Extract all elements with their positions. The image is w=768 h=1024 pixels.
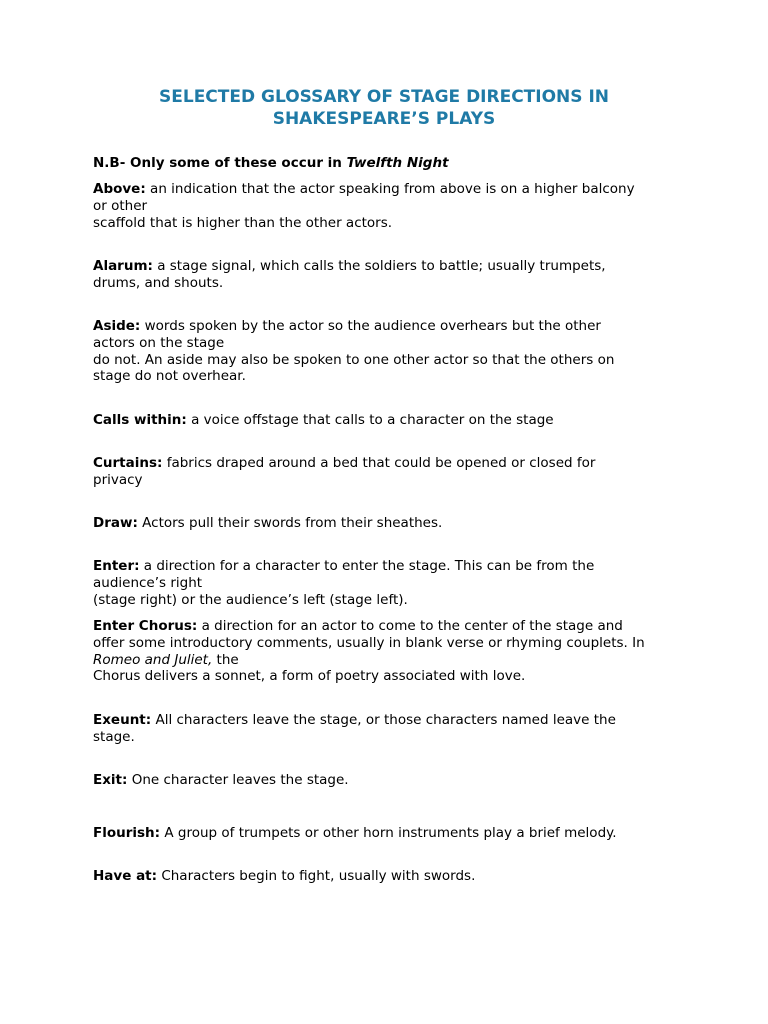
definition-line: A group of trumpets or other horn instruments play a brief melody.	[160, 825, 617, 841]
definition-line: actors on the stage	[93, 334, 225, 351]
definition-line: do not. An aside may also be spoken to one other actor so that the others on	[93, 351, 615, 368]
glossary-entry-curtains	[93, 455, 683, 489]
definition-line: offer some introductory comments, usually in blank verse or rhyming couplets. In	[93, 634, 645, 651]
term: Alarum:	[93, 258, 153, 274]
term: Exit:	[93, 772, 128, 788]
note-prefix: N.B- Only some of these occur in	[93, 155, 347, 171]
note	[93, 155, 683, 172]
term: Draw:	[93, 515, 138, 531]
term: Curtains:	[93, 455, 163, 471]
definition-line: scaffold that is higher than the other actors.	[93, 214, 393, 231]
glossary-entry-calls-within	[93, 412, 683, 429]
play-title: Romeo and Juliet,	[93, 651, 213, 668]
title-line-2: SHAKESPEARE’S PLAYS	[272, 109, 496, 129]
term: Above:	[93, 181, 146, 197]
term: Flourish:	[93, 825, 161, 841]
glossary-entry-exeunt	[93, 712, 683, 746]
note-play: Twelfth Night	[346, 155, 449, 171]
definition-line: Actors pull their swords from their sheathes.	[137, 515, 443, 531]
glossary-entry-enter	[93, 558, 683, 608]
definition-line: One character leaves the stage.	[127, 772, 349, 788]
definition-line: a stage signal, which calls the soldiers to battle; usually trumpets,	[152, 258, 606, 274]
definition-line: words spoken by the actor so the audience overhears but the other	[140, 318, 601, 334]
glossary-entry-flourish	[93, 825, 683, 842]
glossary-entry-above	[93, 181, 683, 231]
definition-line: fabrics draped around a bed that could be opened or closed for	[162, 455, 596, 471]
glossary-entry-draw	[93, 515, 683, 532]
term: Aside:	[93, 318, 141, 334]
definition-line: (stage right) or the audience’s left (stage left).	[93, 591, 408, 608]
definition-line: Chorus delivers a sonnet, a form of poetry associated with love.	[93, 668, 526, 685]
term: Exeunt:	[93, 712, 152, 728]
glossary-entry-have-at	[93, 868, 683, 885]
definition-line: the	[212, 651, 239, 668]
definition-line: a direction for a character to enter the stage. This can be from the	[139, 558, 595, 574]
title-line-1: SELECTED GLOSSARY OF STAGE DIRECTIONS IN	[159, 87, 609, 107]
term: Enter:	[93, 558, 140, 574]
definition-line: a direction for an actor to come to the center of the stage and	[197, 618, 623, 634]
glossary-entry-exit	[93, 772, 683, 789]
glossary-entry-aside	[93, 318, 683, 385]
glossary-entry-enter-chorus	[93, 618, 683, 685]
definition-line: a voice offstage that calls to a character on the stage	[186, 412, 554, 428]
definition-line: stage.	[93, 728, 135, 745]
definition-line: an indication that the actor speaking from above is on a higher balcony	[145, 181, 635, 197]
definition-line: drums, and shouts.	[93, 274, 224, 291]
definition-line: All characters leave the stage, or those characters named leave the	[151, 712, 616, 728]
term: Calls within:	[93, 412, 187, 428]
term: Enter Chorus:	[93, 618, 198, 634]
definition-line: stage do not overhear.	[93, 368, 246, 385]
term: Have at:	[93, 868, 158, 884]
page-title	[93, 86, 675, 130]
definition-line: or other	[93, 197, 148, 214]
definition-line: audience’s right	[93, 574, 203, 591]
glossary-entry-alarum	[93, 258, 683, 292]
definition-line: privacy	[93, 471, 143, 488]
definition-line: Characters begin to fight, usually with swords.	[157, 868, 476, 884]
